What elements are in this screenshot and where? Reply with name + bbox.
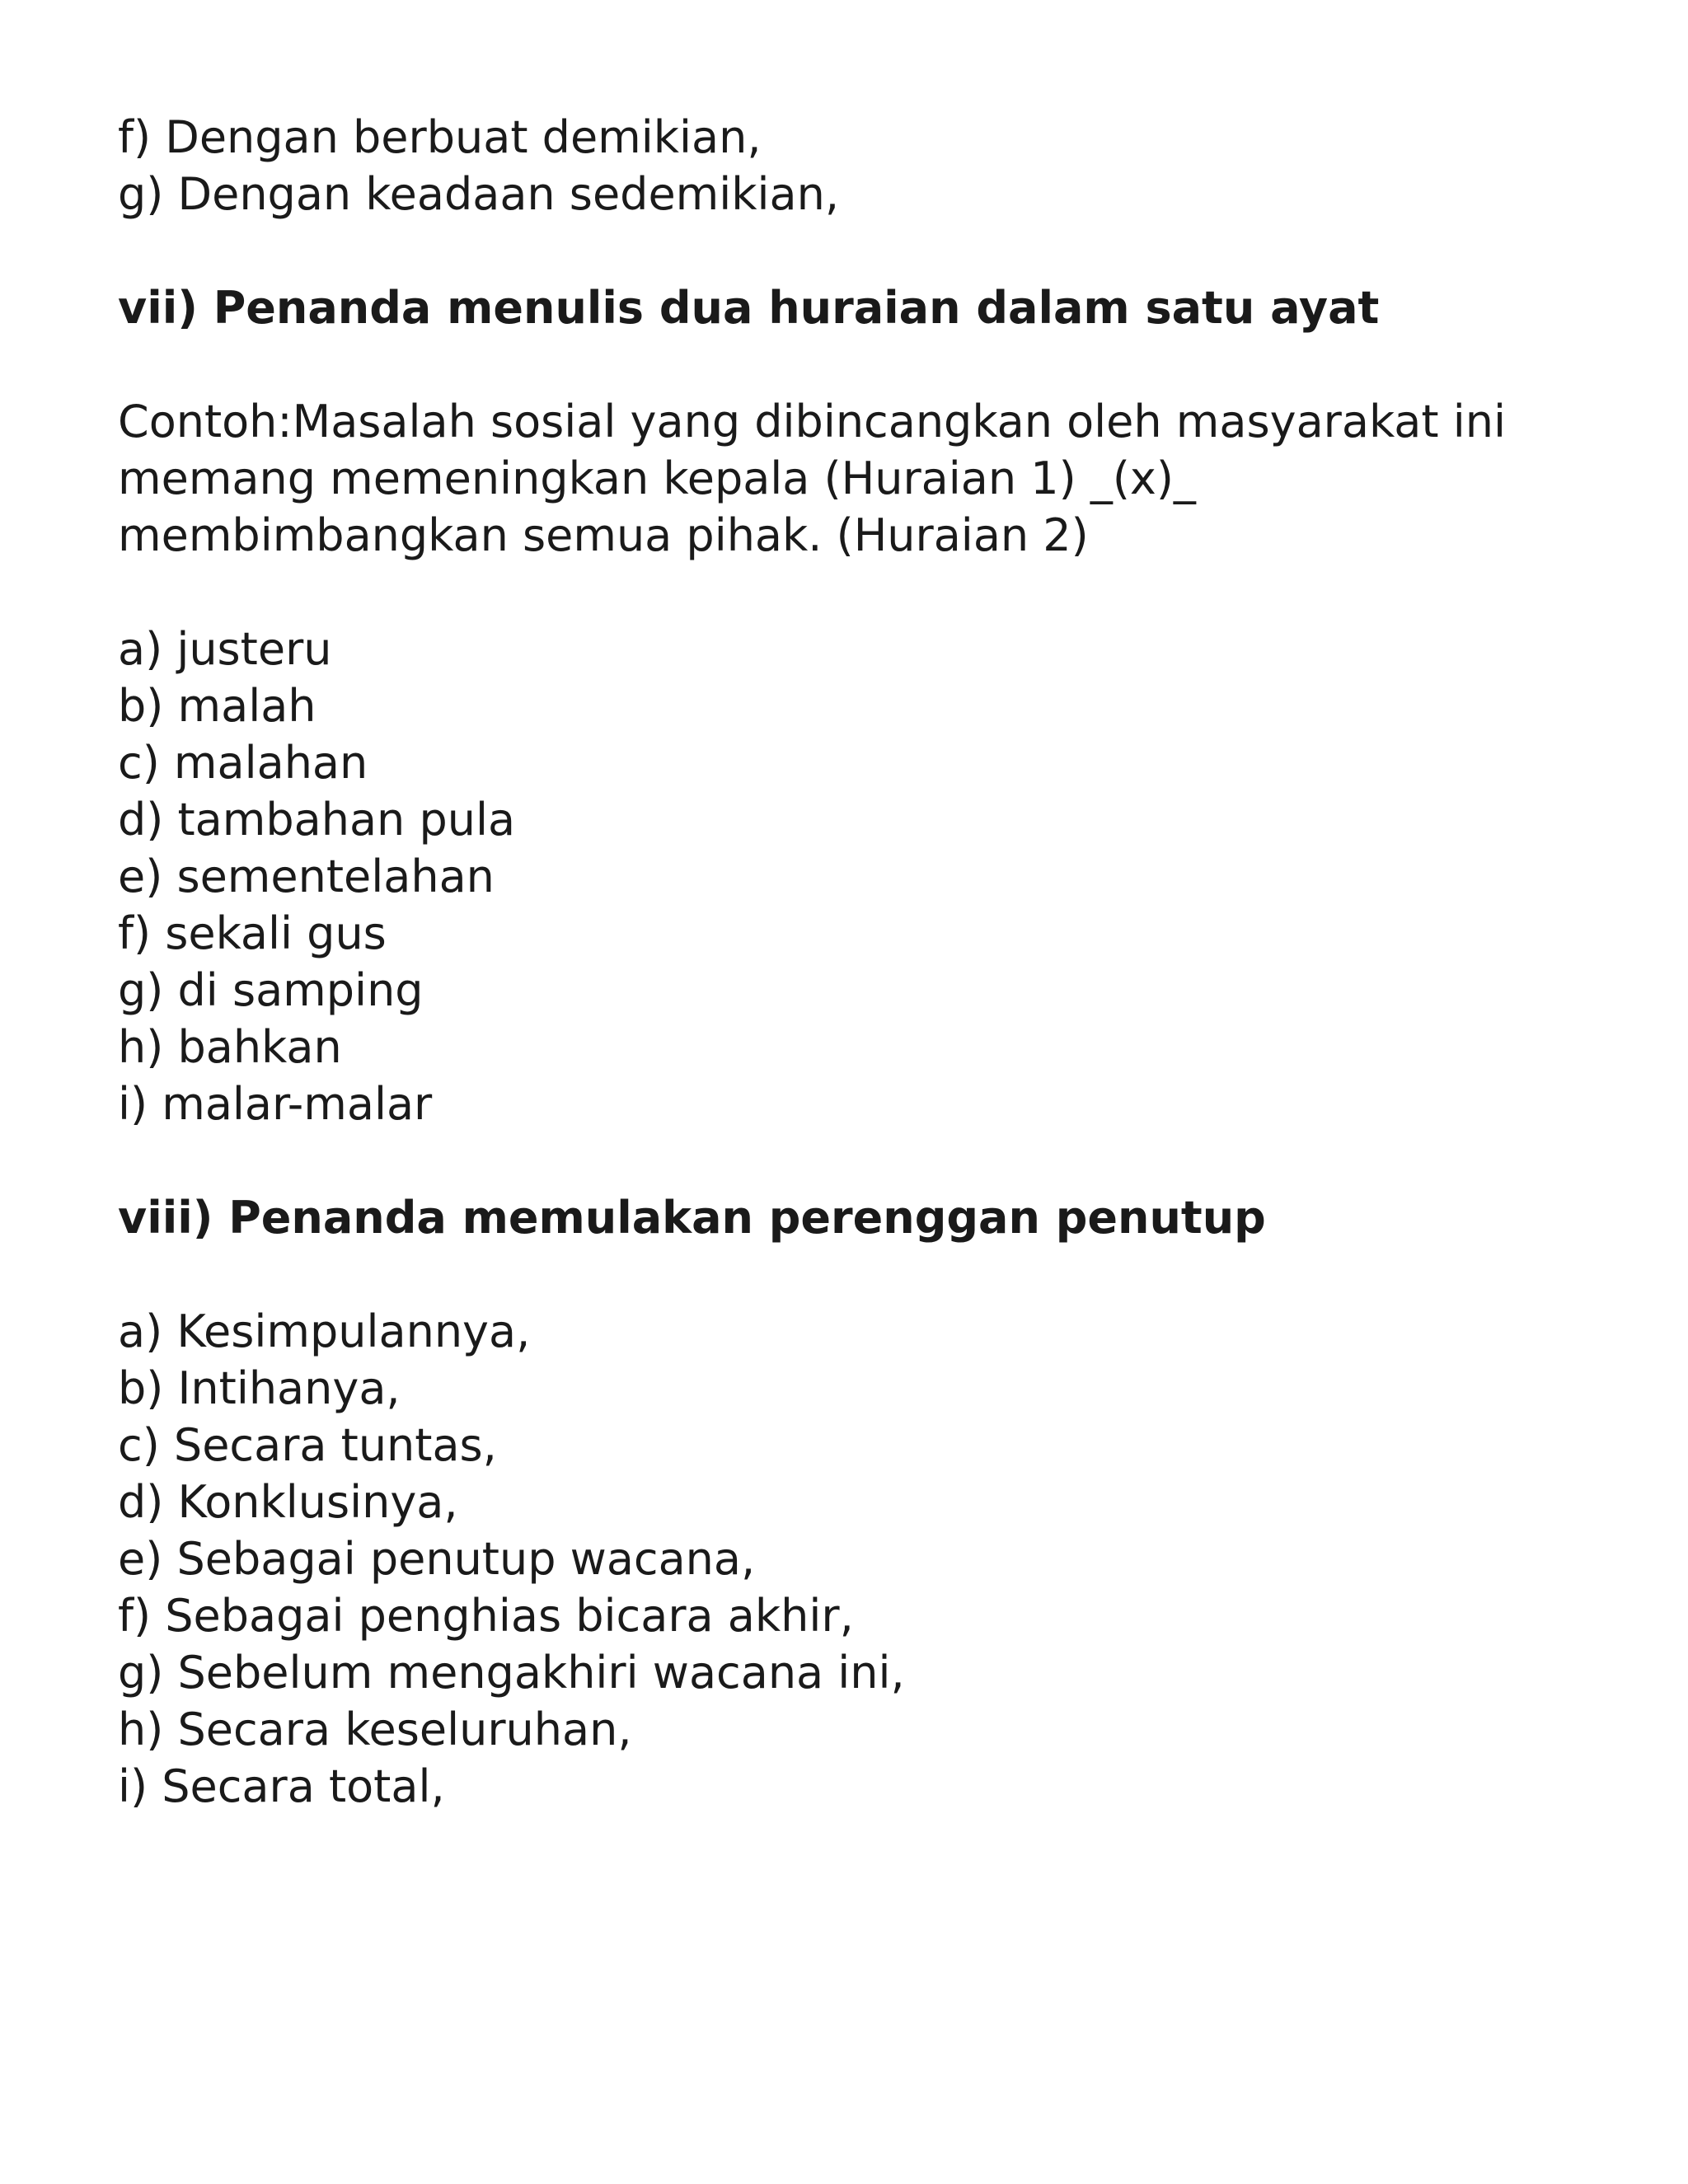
list-item: c) Secara tuntas, (118, 1419, 497, 1471)
list-item: b) malah (118, 680, 316, 732)
list-item: a) Kesimpulannya, (118, 1305, 531, 1357)
list-item: f) Dengan berbuat demikian, (118, 111, 762, 163)
spacer (118, 564, 1601, 621)
section-vii-list (118, 621, 1601, 1132)
list-item: f) sekali gus (118, 907, 387, 959)
list-item: d) tambahan pula (118, 794, 516, 846)
list-item: h) bahkan (118, 1021, 342, 1073)
list-item: e) sementelahan (118, 851, 495, 902)
list-item: e) Sebagai penutup wacana, (118, 1533, 756, 1585)
list-item: g) Dengan keadaan sedemikian, (118, 168, 840, 220)
list-item: g) di samping (118, 964, 424, 1016)
list-item: a) justeru (118, 623, 332, 675)
example-line: membimbangkan semua pihak. (Huraian 2) (118, 509, 1089, 561)
list-item: c) malahan (118, 737, 368, 789)
document-page (118, 109, 1601, 1815)
list-item: f) Sebagai penghias bicara akhir, (118, 1590, 854, 1642)
example-line: memang memeningkan kepala (Huraian 1) _(x)_ (118, 452, 1196, 504)
spacer (118, 336, 1601, 393)
top-list (118, 109, 1601, 223)
section-viii-heading: viii) Penanda memulakan perenggan penutup (118, 1192, 1266, 1244)
list-item: d) Konklusinya, (118, 1476, 458, 1528)
spacer (118, 1246, 1601, 1303)
spacer (118, 223, 1601, 279)
example-line: Contoh:Masalah sosial yang dibincangkan oleh masyarakat ini (118, 396, 1506, 448)
spacer (118, 1132, 1601, 1189)
section-viii-list (118, 1303, 1601, 1815)
list-item: b) Intihanya, (118, 1362, 401, 1414)
list-item: i) Secara total, (118, 1760, 445, 1812)
section-vii-heading: vii) Penanda menulis dua huraian dalam satu ayat (118, 282, 1380, 334)
list-item: g) Sebelum mengakhiri wacana ini, (118, 1647, 905, 1699)
list-item: h) Secara keseluruhan, (118, 1704, 632, 1755)
list-item: i) malar-malar (118, 1078, 433, 1130)
section-vii-example (118, 393, 1601, 564)
